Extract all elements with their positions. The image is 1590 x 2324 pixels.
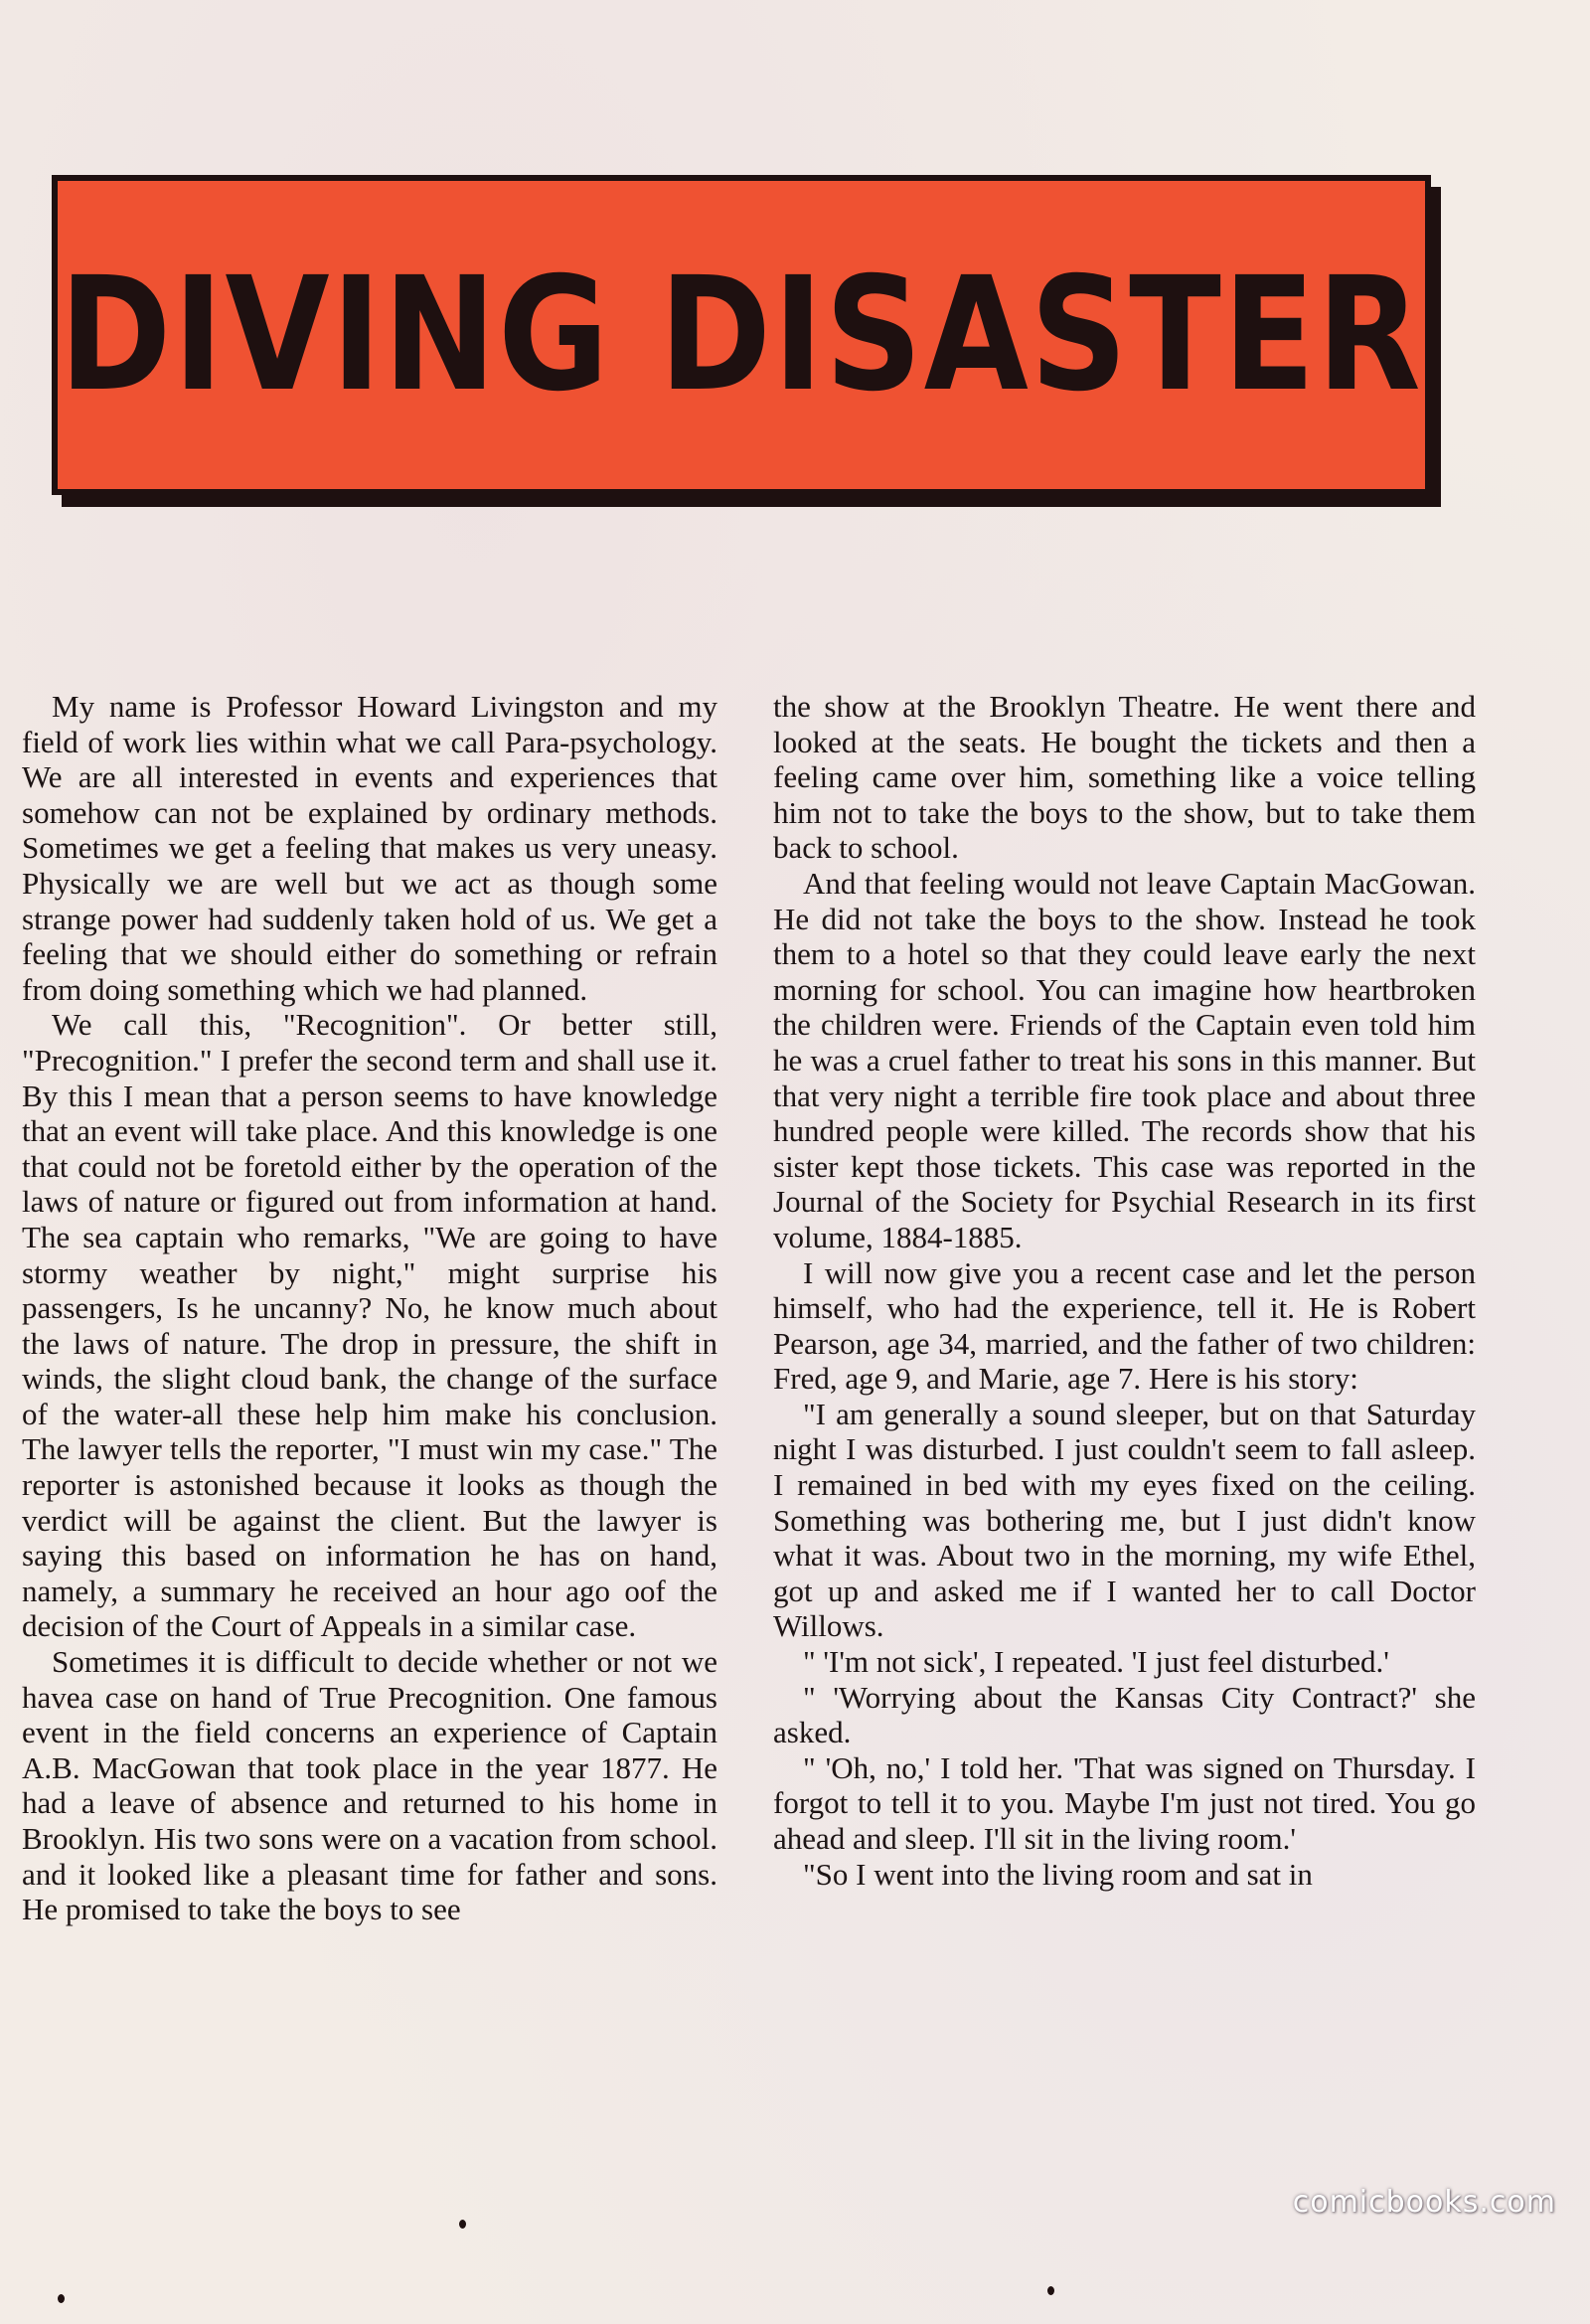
ink-speck bbox=[58, 2294, 65, 2303]
paragraph: the show at the Brooklyn Theatre. He went there and looked at the seats. He bought the tickets and then a feeling came over him, something like a voice telling him not to take the boys to the show, but to take them back to school. bbox=[773, 689, 1476, 866]
paragraph: " 'I'm not sick', I repeated. 'I just feel disturbed.' bbox=[803, 1644, 1389, 1680]
paragraph: My name is Professor Howard Livingston and my field of work lies within what we call Para-psychology. We are all interested in events and experiences that somehow can not be explained by ordinary methods. Sometimes we get a feeling that makes us very uneasy. Physically we are well but we act as though some strange power had suddenly taken hold of us. We get a feeling that we should either do something or refrain from doing something which we had planned. bbox=[22, 689, 717, 1007]
title-banner bbox=[52, 175, 1431, 495]
left-column bbox=[22, 689, 717, 1927]
ink-speck bbox=[459, 2220, 466, 2229]
ink-speck bbox=[1047, 2286, 1054, 2295]
paragraph: "I am generally a sound sleeper, but on that Saturday night I was disturbed. I just couldn't seem to fall asleep. I remained in bed with my eyes fixed on the ceiling. Something was bothering me, but I just didn't know what it was. About two in the morning, my wife Ethel, got up and asked me if I wanted her to call Doctor Willows. bbox=[773, 1396, 1476, 1644]
right-column bbox=[773, 689, 1476, 1892]
paragraph: Sometimes it is difficult to decide whether or not we havea case on hand of True Precognition. One famous event in the field concerns an experience of Captain A.B. MacGowan that took place in the year 1877. He had a leave of absence and returned to his home in Brooklyn. His two sons were on a vacation from school. and it looked like a pleasant time for father and sons. He promised to take the boys to see bbox=[22, 1644, 717, 1927]
paragraph: I will now give you a recent case and let the person himself, who had the experience, tell it. He is Robert Pearson, age 34, married, and the father of two children: Fred, age 9, and Marie, age 7. Here is his story: bbox=[773, 1254, 1476, 1397]
paragraph: " 'Worrying about the Kansas City Contract?' she asked. bbox=[773, 1679, 1476, 1750]
page-title: DIVING DISASTER bbox=[60, 244, 1423, 426]
paragraph: "So I went into the living room and sat in bbox=[803, 1856, 1313, 1892]
watermark: comicbooks.com bbox=[1292, 2185, 1556, 2220]
paragraph: " 'Oh, no,' I told her. 'That was signed on Thursday. I forgot to tell it to you. Maybe I'm just not tired. You go ahead and sleep. I'll sit in the living room.' bbox=[773, 1749, 1476, 1856]
paragraph: We call this, "Recognition". Or better still, "Precognition." I prefer the second term and shall use it. By this I mean that a person seems to have knowledge that an event will take place. And this knowledge is one that could not be foretold either by the operation of the laws of nature or figured out from information at hand. The sea captain who remarks, "We are going to have stormy weather by night," might surprise his passengers, Is he uncanny? No, he know much about the laws of nature. The drop in pressure, the shift in winds, the slight cloud bank, the change of the surface of the water-all these help him make his conclusion. The lawyer tells the reporter, "I must win my case." The reporter is astonished because it looks as though the verdict will be against the client. But the lawyer is saying this based on information he has on hand, namely, a summary he received an hour ago oof the decision of the Court of Appeals in a similar case. bbox=[22, 1007, 717, 1644]
paragraph: And that feeling would not leave Captain MacGowan. He did not take the boys to the show. Instead he took them to a hotel so that they could leave early the next morning for school. You can imagine how heartbroken the children were. Friends of the Captain even told him he was a cruel father to treat his sons in this manner. But that very night a terrible fire took place and about three hundred people were killed. The records show that his sister kept those tickets. This case was reported in the Journal of the Society for Psychial Research in its first volume, 1884-1885. bbox=[773, 865, 1476, 1254]
